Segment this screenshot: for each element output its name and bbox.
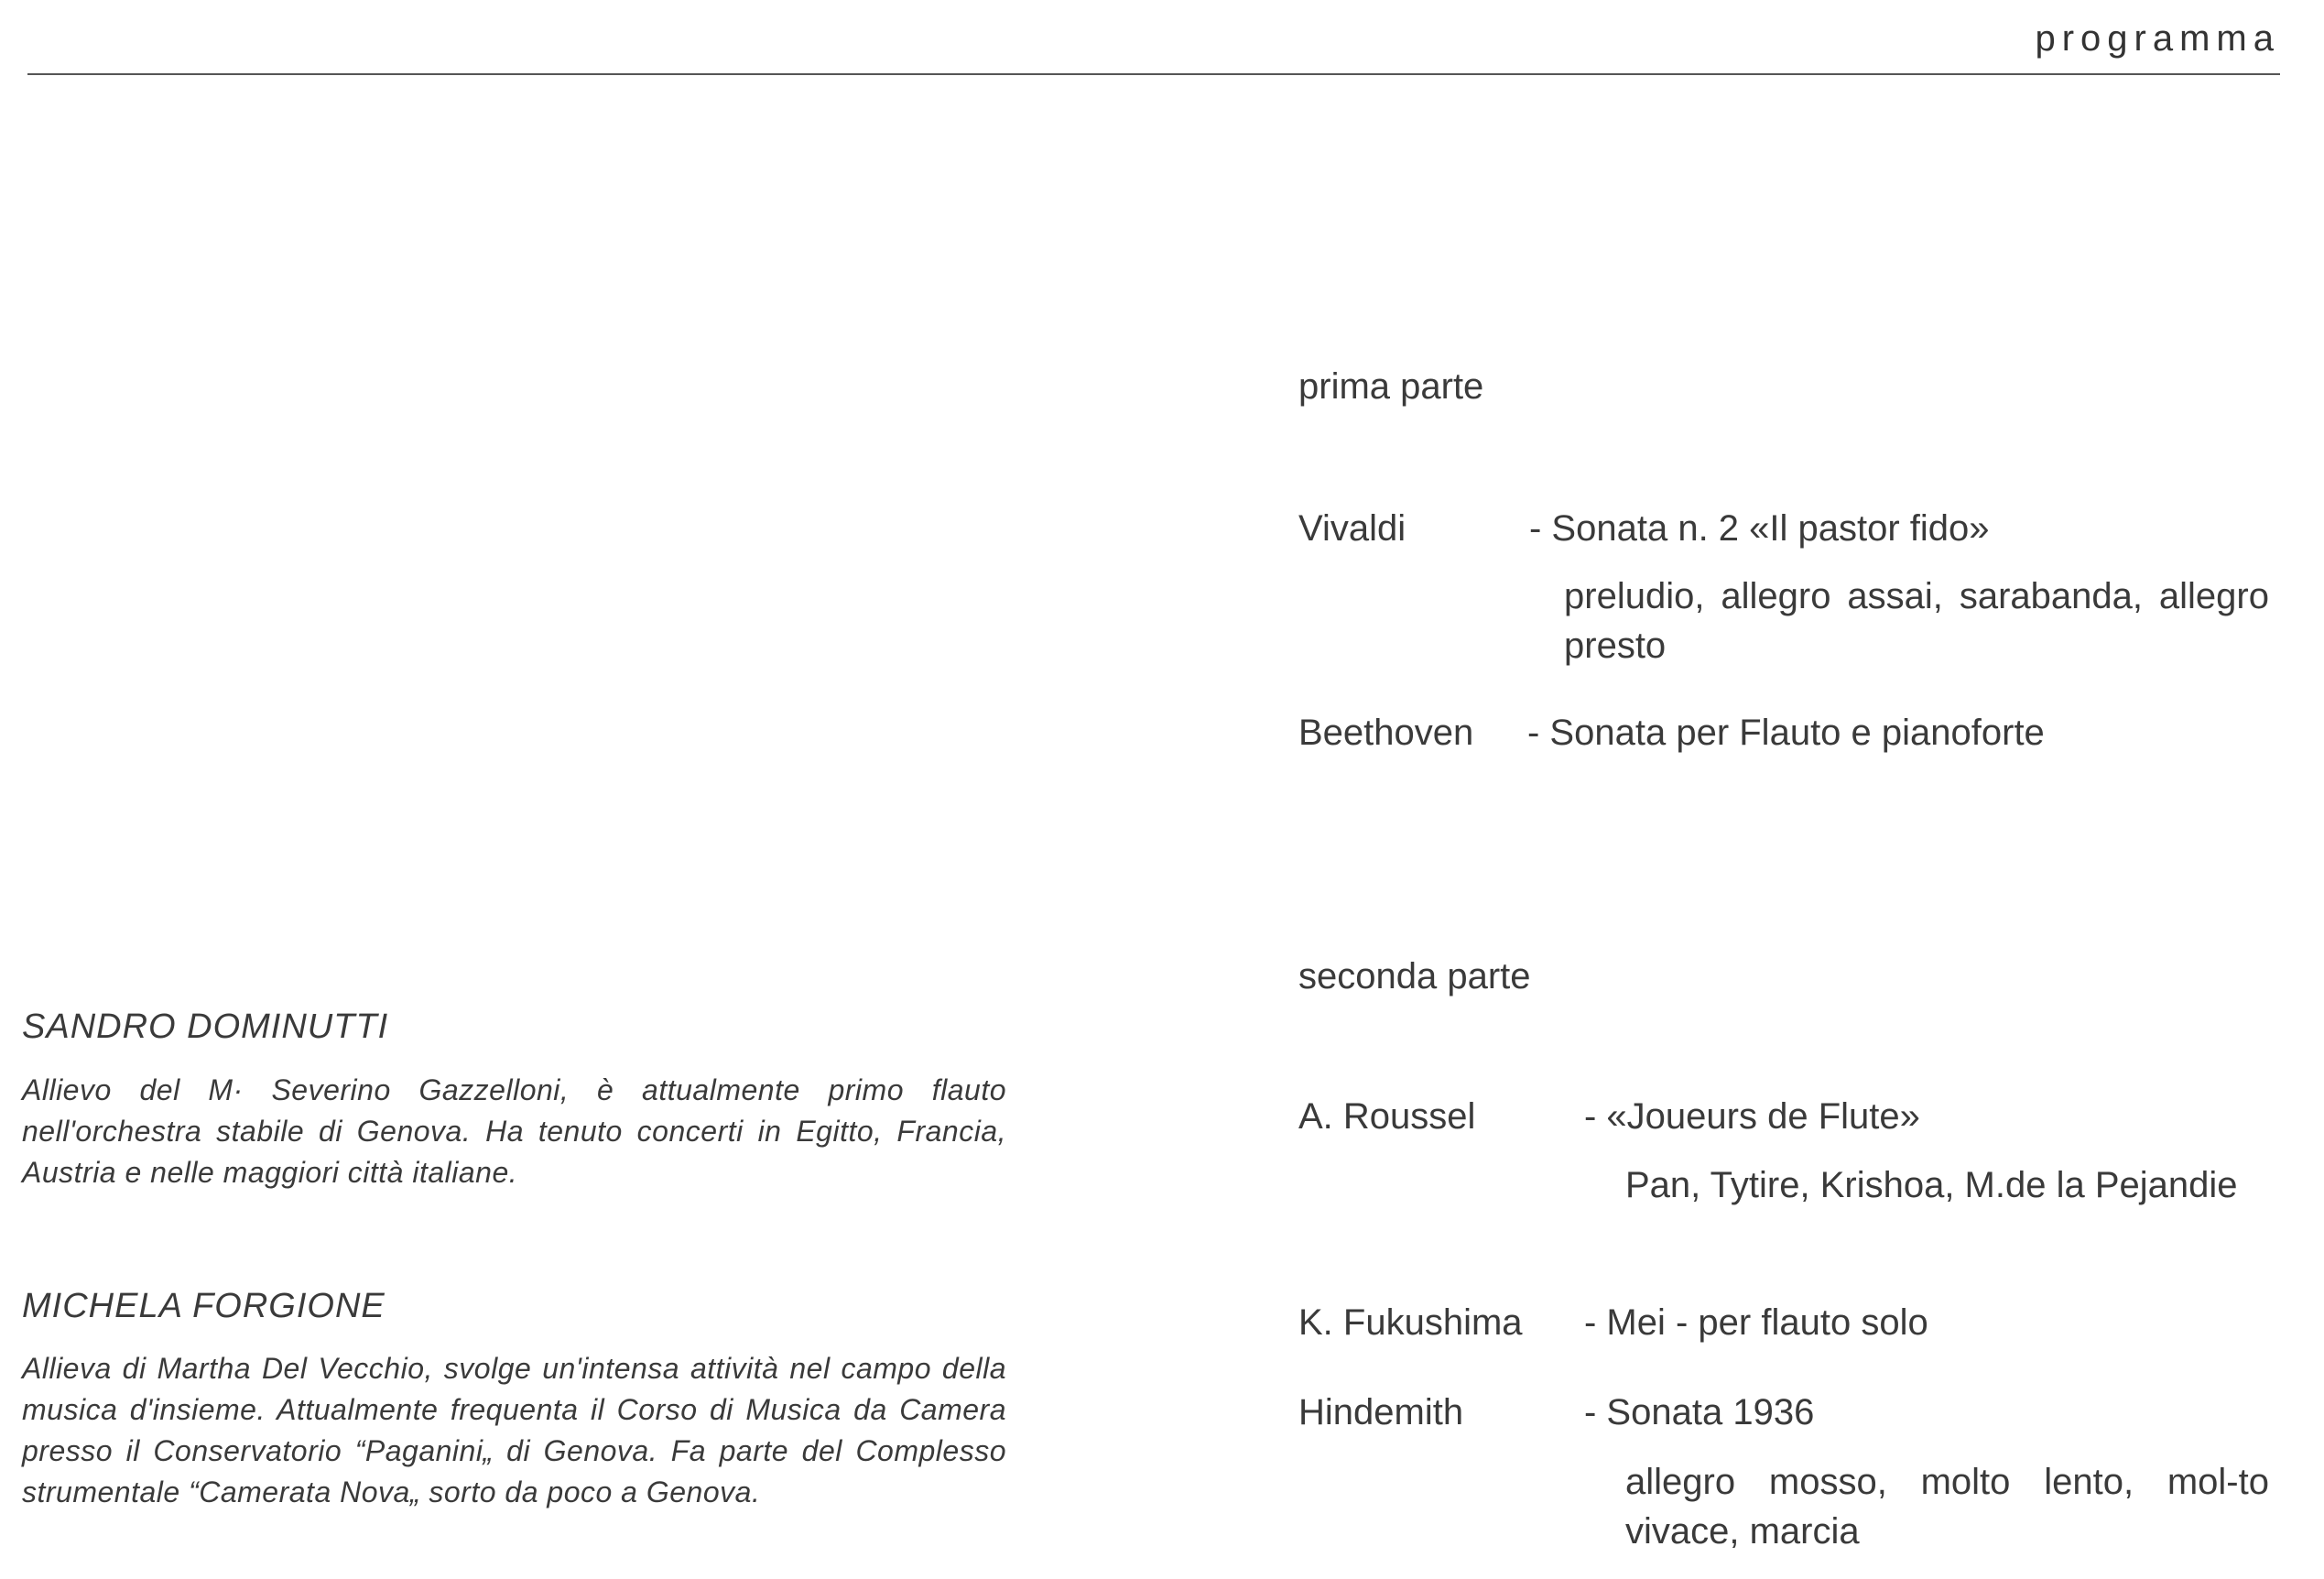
- page-title: programma: [2035, 18, 2280, 59]
- performer-name-forgione: MICHELA FORGIONE: [22, 1287, 386, 1325]
- work-beethoven: - Sonata per Flauto e pianoforte: [1527, 713, 2045, 753]
- header-divider: [27, 73, 2280, 75]
- movements-roussel: Pan, Tytire, Krishoa, M.de la Pejandie: [1625, 1165, 2238, 1205]
- work-fukushima: - Mei - per flauto solo: [1584, 1302, 1928, 1343]
- composer-roussel: A. Roussel: [1298, 1096, 1476, 1137]
- part-title-seconda: seconda parte: [1298, 956, 1531, 996]
- movements-vivaldi: preludio, allegro assai, sarabanda, allegro presto: [1564, 576, 2269, 666]
- work-vivaldi: - Sonata n. 2 «Il pastor fido»: [1529, 508, 1990, 549]
- movements-hindemith: allegro mosso, molto lento, mol-to vivace, marcia: [1625, 1462, 2269, 1552]
- performer-name-dominutti: SANDRO DOMINUTTI: [22, 1007, 389, 1046]
- performer-bio-dominutti: Allievo del M· Severino Gazzelloni, è attualmente primo flauto nell'orchestra stabile di Genova. Ha tenuto concerti in Egitto, Francia, Austria e nelle maggiori città italiane.: [22, 1073, 1006, 1189]
- work-hindemith: - Sonata 1936: [1584, 1392, 1815, 1432]
- performer-bio-forgione: Allieva di Martha Del Vecchio, svolge un'intensa attività nel campo della musica d'insieme. Attualmente frequenta il Corso di Musica da Camera presso il Conservatorio “Paganini„ di Genova. Fa parte del Complesso strumentale “Camerata Nova„ sorto da poco a Genova.: [22, 1352, 1006, 1508]
- composer-fukushima: K. Fukushima: [1298, 1302, 1523, 1343]
- composer-vivaldi: Vivaldi: [1298, 508, 1406, 549]
- part-title-prima: prima parte: [1298, 366, 1484, 407]
- composer-hindemith: Hindemith: [1298, 1392, 1464, 1432]
- work-roussel: - «Joueurs de Flute»: [1584, 1096, 1920, 1137]
- composer-beethoven: Beethoven: [1298, 713, 1474, 753]
